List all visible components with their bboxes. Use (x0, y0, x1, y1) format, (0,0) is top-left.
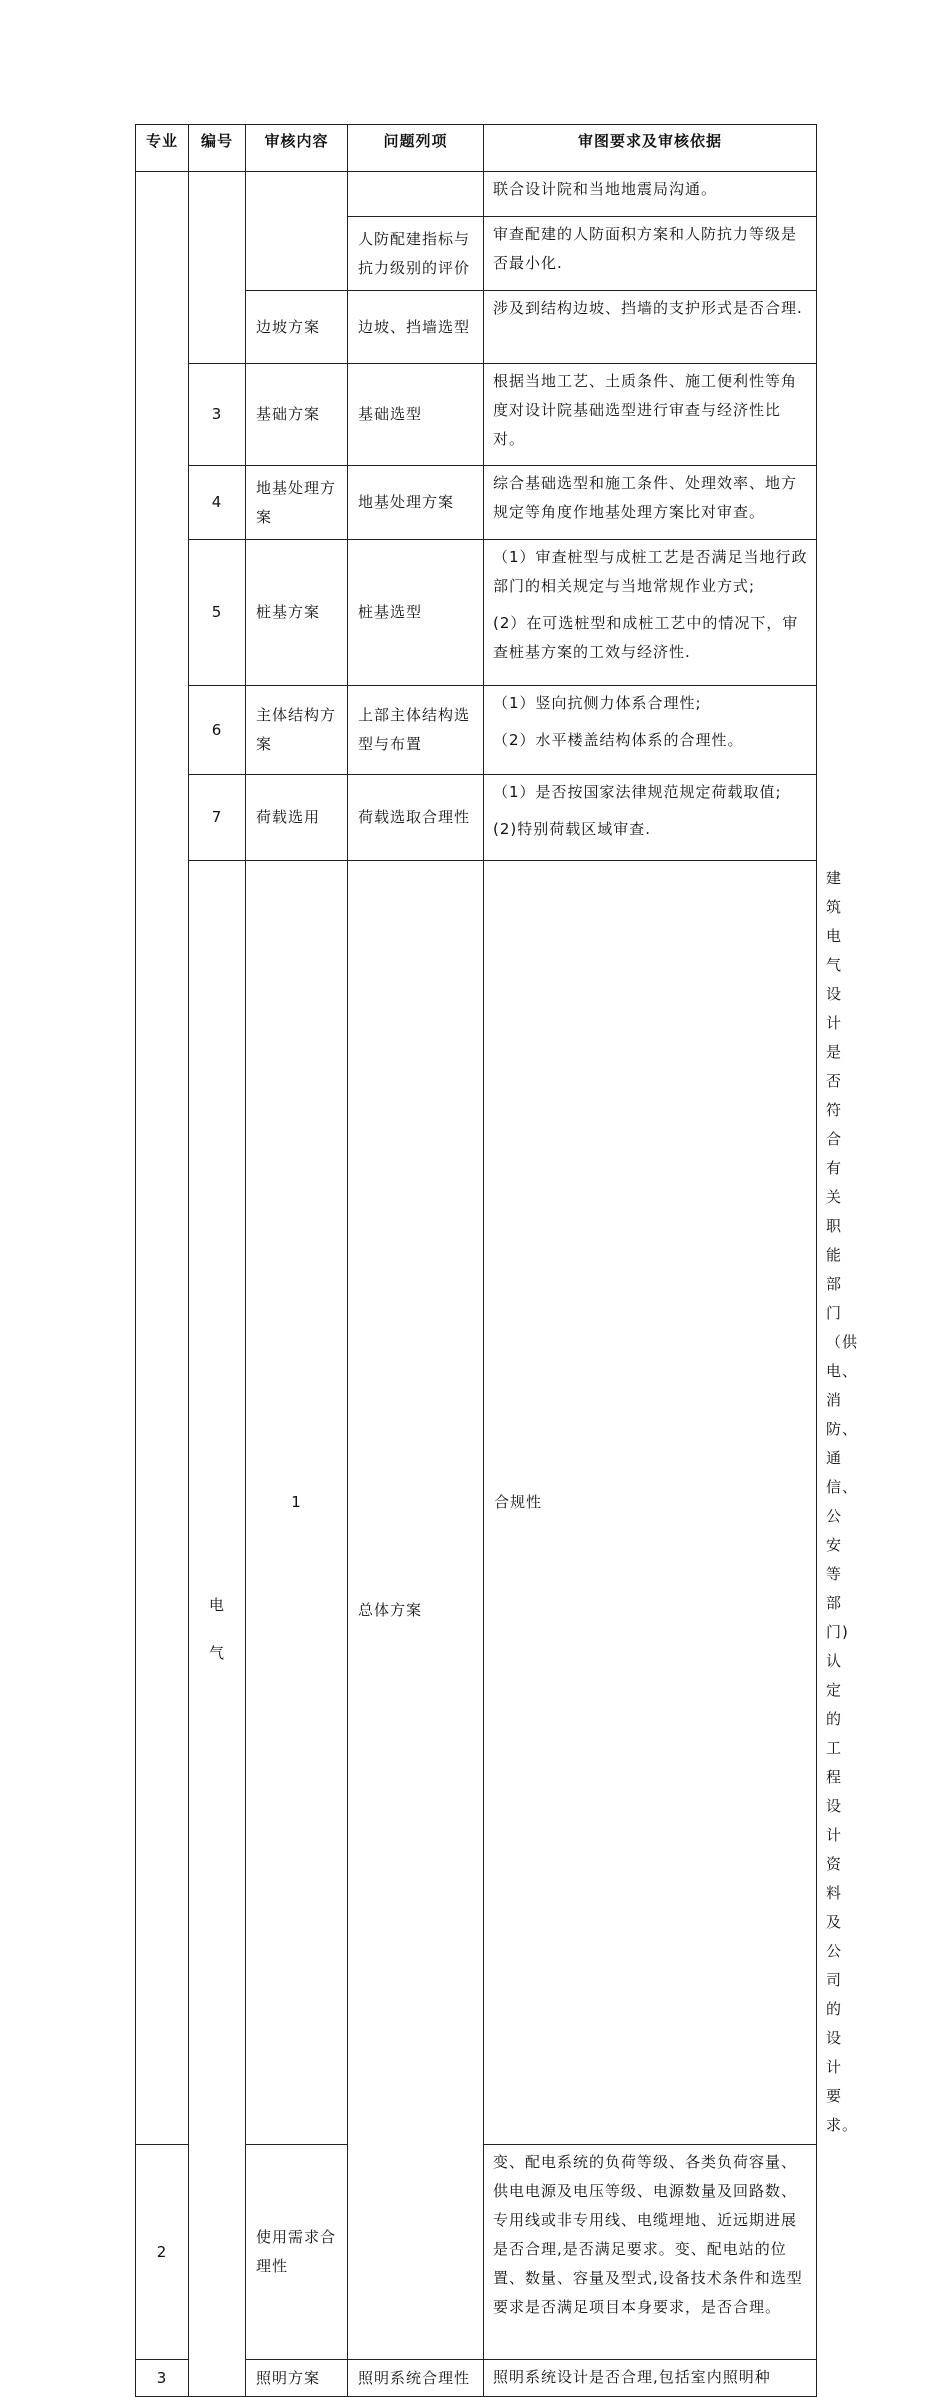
item-cell: 荷载选取合理性 (348, 775, 484, 861)
header-discipline: 专业 (136, 125, 189, 172)
table-header-row (136, 125, 817, 172)
basis-cell: 审查配建的人防面积方案和人防抗力等级是否最小化. (484, 217, 817, 291)
content-cell: 基础方案 (246, 364, 348, 466)
basis-cell: （1）是否按国家法律规范规定荷载取值; (2)特别荷载区域审查. (484, 775, 817, 861)
item-cell: 照明系统合理性 (348, 2360, 484, 2397)
basis-cell: （1）审查桩型与成桩工艺是否满足当地行政部门的相关规定与当地常规作业方式; (2）在可选桩型和成桩工艺中的情况下，审查桩基方案的工效与经济性. (484, 540, 817, 686)
table-row (136, 775, 817, 861)
item-cell: 边坡、挡墙选型 (348, 291, 484, 364)
header-requirement-basis: 审图要求及审核依据 (484, 125, 817, 172)
item-cell: 基础选型 (348, 364, 484, 466)
item-cell: 上部主体结构选型与布置 (348, 686, 484, 775)
item-cell: 人防配建指标与抗力级别的评价 (348, 217, 484, 291)
table-row (136, 686, 817, 775)
basis-cell: 变、配电系统的负荷等级、各类负荷容量、供电电源及电压等级、电源数量及回路数、专用线或非专用线、电缆埋地、近远期进展是否合理,是否满足要求。变、配电站的位置、数量、容量及型式,设备技术条件和选型要求是否满足项目本身要求，是否合理。 (484, 2145, 817, 2360)
discipline-cell-structure (136, 172, 189, 2145)
table-row (136, 540, 817, 686)
table-row: 电 气 1 总体方案 合规性 建筑电气设计是否符合有关职能部门（供电、消防、通信、公安等部门)认定的工程设计资料及公司的设计要求。 (136, 861, 817, 2145)
number-cell: 2 (136, 2145, 189, 2360)
basis-cell: 照明系统设计是否合理,包括室内照明种 (484, 2360, 817, 2397)
header-issue-item: 问题列项 (348, 125, 484, 172)
number-cell: 7 (189, 775, 246, 861)
item-cell: 地基处理方案 (348, 466, 484, 540)
item-cell: 桩基选型 (348, 540, 484, 686)
content-cell-empty (246, 172, 348, 291)
number-cell-empty (189, 172, 246, 364)
content-cell: 桩基方案 (246, 540, 348, 686)
basis-cell: 根据当地工艺、土质条件、施工便利性等角度对设计院基础选型进行审查与经济性比对。 (484, 364, 817, 466)
number-cell: 3 (189, 364, 246, 466)
header-number: 编号 (189, 125, 246, 172)
content-cell: 照明方案 (246, 2360, 348, 2397)
header-review-content: 审核内容 (246, 125, 348, 172)
item-cell: 合规性 (484, 861, 817, 2145)
content-cell: 主体结构方案 (246, 686, 348, 775)
basis-cell: 联合设计院和当地地震局沟通。 (484, 172, 817, 217)
content-cell: 地基处理方案 (246, 466, 348, 540)
content-cell: 荷载选用 (246, 775, 348, 861)
content-cell: 边坡方案 (246, 291, 348, 364)
table-row (136, 172, 817, 217)
number-cell: 5 (189, 540, 246, 686)
number-cell: 3 (136, 2360, 189, 2397)
design-review-table (135, 124, 859, 2397)
number-cell: 6 (189, 686, 246, 775)
number-cell: 4 (189, 466, 246, 540)
item-cell: 使用需求合理性 (246, 2145, 348, 2360)
table-row (136, 364, 817, 466)
discipline-cell-electrical (189, 861, 246, 2397)
basis-cell: 综合基础选型和施工条件、处理效率、地方规定等角度作地基处理方案比对审查。 (484, 466, 817, 540)
discipline-char: 气 (208, 1643, 225, 1662)
item-cell-empty (348, 172, 484, 217)
basis-cell: （1）竖向抗侧力体系合理性; （2）水平楼盖结构体系的合理性。 (484, 686, 817, 775)
content-cell: 总体方案 (348, 861, 484, 2360)
discipline-char: 电 (208, 1595, 225, 1614)
table-row (136, 466, 817, 540)
basis-cell: 涉及到结构边坡、挡墙的支护形式是否合理. (484, 291, 817, 364)
number-cell: 1 (246, 861, 348, 2145)
